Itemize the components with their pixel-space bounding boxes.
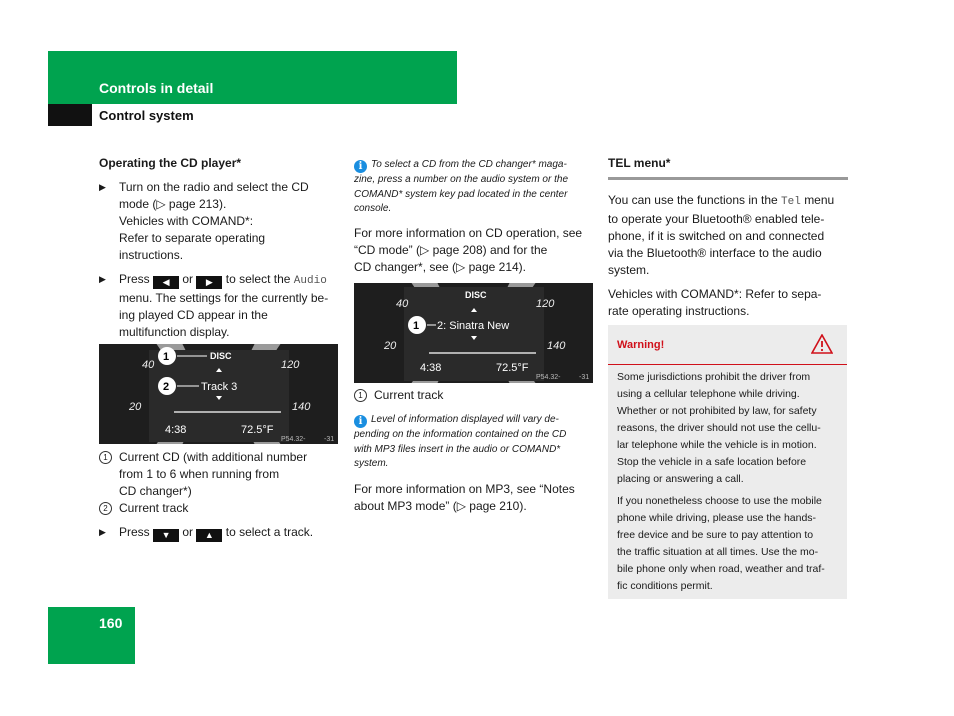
section-title: Controls in detail <box>99 80 214 96</box>
para-tel: You can use the functions in the Tel menu to operate your Bluetooth® enabled tele- phone, if it is switched on and connected via the Bluetooth® interface to the audio system. <box>608 193 835 277</box>
note-mp3-info: i Level of information displayed will vary de- pending on the information contained on the CD with MP3 files insert in the audio or COMAND* system. <box>354 414 567 469</box>
svg-text:-31: -31 <box>324 436 335 443</box>
svg-text:120: 120 <box>281 359 300 371</box>
para-mp3: For more information on MP3, see “Notes about MP3 mode” (▷ page 210). <box>354 481 575 513</box>
caption-current-track: 2 Current track <box>99 500 344 517</box>
info-icon: i <box>354 160 367 173</box>
para-comand: Vehicles with COMAND*: Refer to sepa- rate operating instructions. <box>608 287 822 318</box>
svg-text:4:38: 4:38 <box>165 424 187 436</box>
column-middle <box>354 158 596 276</box>
svg-text:20: 20 <box>129 401 142 413</box>
warning-line: using a cellular telephone while driving. <box>617 388 800 400</box>
warning-line: lar telephone while the vehicle is in motion. <box>617 439 817 451</box>
svg-text:140: 140 <box>292 401 311 413</box>
cd-heading: Operating the CD player* <box>99 156 242 170</box>
bullet-arrow-icon: ▶ <box>99 274 106 284</box>
para-cd-mode: For more information on CD operation, see “CD mode” (▷ page 208) and for the CD changer*, see (▷ page 214). <box>354 225 583 274</box>
svg-text:2: 2 <box>163 381 170 393</box>
disc-label: DISC <box>465 290 487 300</box>
up-arrow-key-icon: ▲ <box>196 529 222 542</box>
svg-text:40: 40 <box>142 359 155 371</box>
svg-text:140: 140 <box>547 340 566 352</box>
svg-text:1: 1 <box>163 351 170 363</box>
svg-text:40: 40 <box>396 298 409 310</box>
header-band <box>48 51 457 104</box>
right-arrow-key-icon: ▶ <box>196 276 222 289</box>
step-press-arrows: ▶ Press ◀ or ▶ to select the Audio menu. The settings for the currently be- ing played CD appear in the multifunction display. <box>99 272 329 339</box>
warning-line: bile phone only when road, weather and traf- <box>617 563 825 575</box>
warning-body <box>617 369 843 595</box>
warning-line: phone while driving, please use the hands- <box>617 512 817 524</box>
warning-line: Whether or not prohibited by law, for safety <box>617 405 817 417</box>
column-left <box>99 155 344 341</box>
warning-line: reasons, the driver should not use the cellu- <box>617 422 821 434</box>
warning-paragraph-2 <box>617 493 843 595</box>
down-arrow-key-icon: ▼ <box>153 529 179 542</box>
svg-text:P54.32-: P54.32- <box>536 374 561 381</box>
column-left-lower <box>99 449 344 542</box>
step-turn-on: ▶ Turn on the radio and select the CD mode (▷ page 213). Vehicles with COMAND*: Refer to separate operating instructions. <box>99 180 309 262</box>
svg-text:120: 120 <box>536 298 555 310</box>
warning-paragraph-1 <box>617 369 843 488</box>
warning-line: If you nonetheless choose to use the mobile <box>617 495 822 507</box>
warning-line: Some jurisdictions prohibit the driver from <box>617 371 811 383</box>
note-cd-changer: i To select a CD from the CD changer* maga- zine, press a number on the audio system or the COMAND* system key pad located in the center console. <box>354 159 569 214</box>
subsection-title: Control system <box>99 108 194 123</box>
svg-text:72.5°F: 72.5°F <box>496 362 529 374</box>
svg-text:P54.32-: P54.32- <box>281 436 306 443</box>
multifunction-display-mp3 <box>354 283 593 383</box>
svg-text:1: 1 <box>413 320 420 332</box>
track-label: 2: Sinatra New <box>437 320 510 332</box>
warning-line: the traffic situation at all times. Use the mo- <box>617 546 819 558</box>
disc-label: DISC <box>210 351 232 361</box>
info-icon: i <box>354 415 367 428</box>
bullet-arrow-icon: ▶ <box>99 182 106 192</box>
column-right <box>608 155 848 320</box>
warning-line: fic conditions permit. <box>617 580 713 592</box>
svg-text:4:38: 4:38 <box>420 362 442 374</box>
warning-line: placing or answering a call. <box>617 473 744 485</box>
caption-current-track-mp3: 1 Current track <box>354 387 596 404</box>
warning-title: Warning! <box>617 339 665 351</box>
warning-triangle-icon <box>811 334 833 354</box>
column-middle-lower <box>354 387 596 515</box>
svg-text:-31: -31 <box>579 374 590 381</box>
svg-text:72.5°F: 72.5°F <box>241 424 274 436</box>
left-arrow-key-icon: ◀ <box>153 276 179 289</box>
heading-rule <box>608 177 848 180</box>
track-label: Track 3 <box>201 381 238 393</box>
step-select-track: ▶ Press ▼ or ▲ to select a track. <box>99 525 314 540</box>
warning-line: free device and be sure to pay attention to <box>617 529 814 541</box>
page-number: 160 <box>99 615 123 631</box>
svg-text:20: 20 <box>384 340 397 352</box>
bullet-arrow-icon: ▶ <box>99 527 106 537</box>
caption-current-cd: 1 Current CD (with additional number from 1 to 6 when running from CD changer*) <box>99 449 344 500</box>
warning-line: Stop the vehicle in a safe location before <box>617 456 807 468</box>
multifunction-display-cd <box>99 344 338 444</box>
warning-rule <box>608 364 847 365</box>
tel-heading: TEL menu* <box>608 156 671 170</box>
header-marker <box>48 104 92 126</box>
